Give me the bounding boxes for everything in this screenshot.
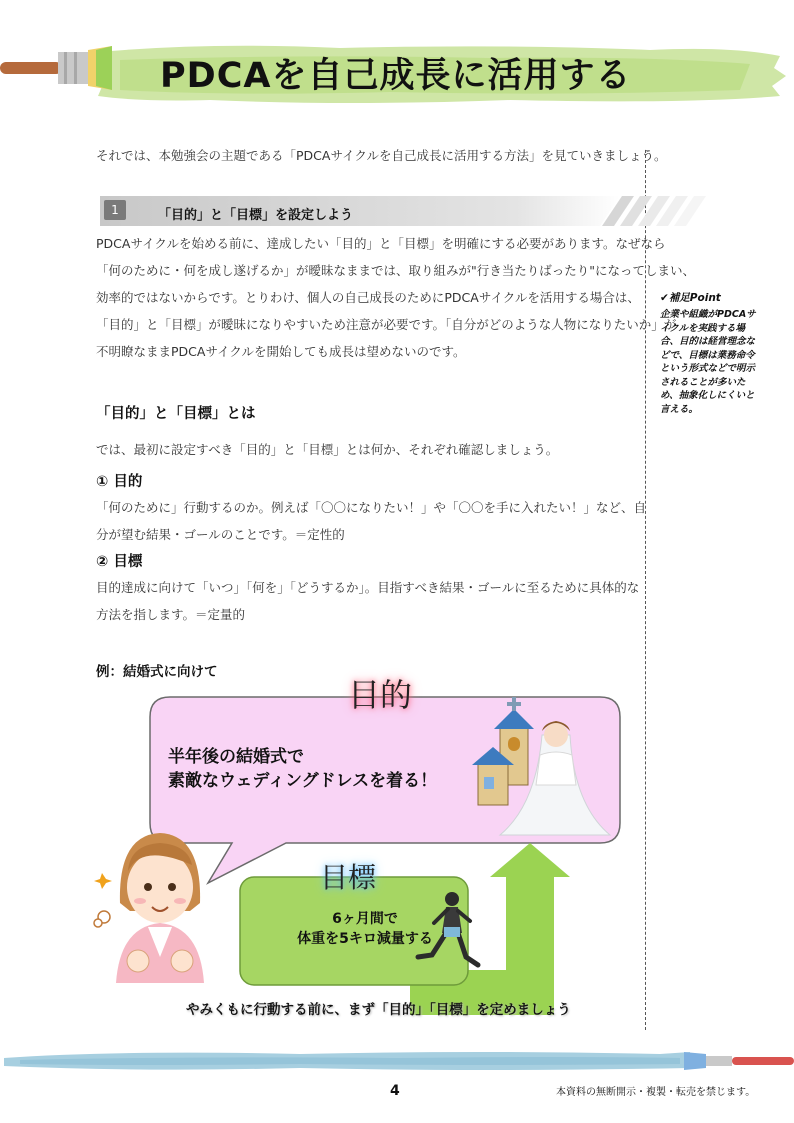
paragraph-line: 「何のために・何を成し遂げるか」が曖昧なままでは、取り組みが"行き当たりばったり"になってしまい、 <box>96 263 696 278</box>
subsection-text: では、最初に設定すべき「目的」と「目標」とは何か、それぞれ確認しましょう。 <box>96 442 559 457</box>
example-illustration <box>90 665 650 1025</box>
paintbrush-icon <box>0 40 170 100</box>
girl-character-icon <box>94 833 204 983</box>
side-note-body: 企業や組織がPDCAサイクルを実践する場合、目的は経営理念などで、目標は業務命令という形式などで明示されることが多いため、抽象化しにくいと言える。 <box>660 309 756 415</box>
paragraph-line: 「目的」と「目標」が曖昧になりやすいため注意が必要です。「自分がどのような人物になりたいか」が <box>96 317 677 332</box>
item-text-purpose: 「何のために」行動するのか。例えば「〇〇になりたい！」や「〇〇を手に入れたい！」など、自 分が望む結果・ゴールのことです。＝定性的 <box>96 500 647 542</box>
copyright-notice: 本資料の無断開示・複製・転売を禁じます。 <box>556 1087 756 1098</box>
paragraph-line: 不明瞭なままPDCAサイクルを開始しても成長は望めないのです。 <box>96 344 466 359</box>
intro-text: それでは、本勉強会の主題である「PDCAサイクルを自己成長に活用する方法」を見ていきましょう。 <box>96 148 667 163</box>
target-title: 目標 <box>320 861 377 894</box>
target-text: 6ヶ月間で 体重を5キロ減量する <box>297 911 433 947</box>
page-number: 4 <box>390 1083 400 1099</box>
paragraph-line: 効率的ではないからです。とりわけ、個人の自己成長のためにPDCAサイクルを活用する場合は、 <box>96 290 640 305</box>
section-title: 「目的」と「目標」を設定しよう <box>158 208 354 223</box>
side-note-heading: ✔補足Point <box>660 292 721 304</box>
footer-brush-stroke <box>0 1046 794 1074</box>
example-callout: やみくもに行動する前に、まず「目的」「目標」を定めましょう <box>186 1002 571 1018</box>
paragraph-line: PDCAサイクルを始める前に、達成したい「目的」と「目標」を明確にする必要があります。なぜなら <box>96 236 666 251</box>
example-label: 例：結婚式に向けて <box>96 664 218 680</box>
item-text-target: 目的達成に向けて「いつ」「何を」「どうするか」。目指すべき結果・ゴールに至るために具体的な 方法を指します。＝定量的 <box>96 580 640 622</box>
section-number-badge: 1 <box>104 200 126 220</box>
checkmark-icon: ✔ <box>660 292 669 304</box>
item-heading-target: ② 目標 <box>96 554 143 570</box>
goal-title: 目的 <box>348 676 413 714</box>
page-title: PDCAを自己成長に活用する <box>160 56 632 96</box>
subsection-heading: 「目的」と「目標」とは <box>96 406 256 422</box>
goal-text: 半年後の結婚式で 素敵なウェディングドレスを着る！ <box>168 747 438 791</box>
item-heading-purpose: ① 目的 <box>96 474 143 490</box>
